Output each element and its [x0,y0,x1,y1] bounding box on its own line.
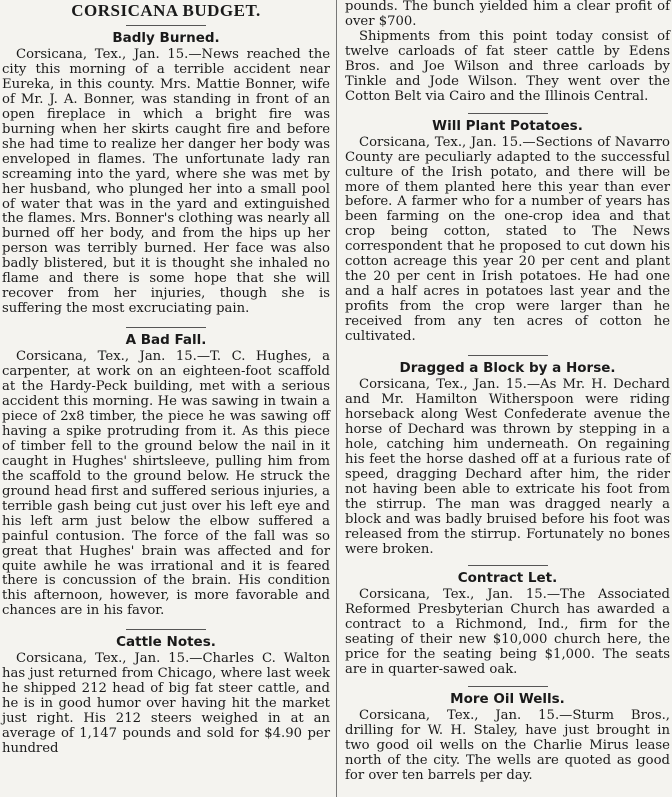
headline: Will Plant Potatoes. [432,117,583,134]
divider [468,355,548,356]
headline: More Oil Wells. [450,691,565,708]
masthead: CORSICANA BUDGET. [71,1,261,20]
story-body: Corsicana, Tex., Jan. 15.—Charles C. Walton has just returned from Chicago, where last week he shipped 212 head of big fat steer cattle, and he is in good humor over having hit the market just right. His 212 steers weighed in at an average of 1,147 pounds and sold for $4.90 per hundred [2,651,330,757]
divider [468,113,548,114]
headline: Contract Let. [457,570,558,587]
headline: Dragged a Block by a Horse. [399,360,616,377]
story-cattle-notes [2,629,330,757]
story-body: Corsicana, Tex., Jan. 15.—News reached the city this morning of a terrible accident near Eureka, in this county. Mrs. Mattie Bonner, wife of Mr. J. A. Bonner, was standing in front of an open fireplace in which a bright fire was burning when her skirts caught fire and before she had time to realize her danger her body was enveloped in flames. The unfortunate lady ran screaming into the yard, where she was met by her husband, who plunged her into a small pool of water that was in the yard and extinguished the flames. Mrs. Bonner's clothing was nearly all burned off her body, and from the hips up her person was terribly burned. Her face was also badly blistered, but it is thought she inhaled no flame and there is some hope that she will recover from her injuries, though she is suffering the most excruciating pain. [2,47,330,317]
headline: Cattle Notes. [116,634,216,651]
story-contract-let [345,565,670,678]
story-body: Corsicana, Tex., Jan. 15.—The Associated Reformed Presbyterian Church has awarded a contract to a Richmond, Ind., firm for the seating of their new $10,000 church here, the price for the seating being $1,000. The seats are in quarter-sawed oak. [345,587,670,678]
story-dragged-a-block [345,355,670,557]
divider [126,629,206,630]
story-body: Corsicana, Tex., Jan. 15.—Sturm Bros., drilling for W. H. Staley, have just brought in two good oil wells on the Charlie Mirus lease north of the city. The wells are quoted as good for over ten barrels per day. [345,708,670,783]
headline: Badly Burned. [112,30,220,46]
right-column [336,0,670,797]
story-body-continued: pounds. The bunch yielded him a clear profit of over $700. [345,0,670,29]
left-column [2,0,336,797]
story-body: Corsicana, Tex., Jan. 15.—T. C. Hughes, a carpenter, at work on an eighteen-foot scaffold at the Hardy-Peck building, met with a serious accident this morning. He was sawing in twain a piece of 2x8 timber, the piece he was sawing off having a spike protruding from it. As this piece of timber fell to the ground below the nail in it caught in Hughes' shirtsleeve, pulling him from the scaffold to the ground below. He struck the ground head first and suffered serious injuries, a terrible gash being cut just over his left eye and his left arm just below the elbow suffered a painful contusion. The force of the fall was so great that Hughes' brain was affected and for quite awhile he was irrational and it is feared there is concussion of the brain. His condition this afternoon, however, is more favorable and chances are in his favor. [2,349,330,619]
story-more-oil-wells [345,686,670,784]
divider [126,327,206,328]
story-will-plant-potatoes [345,113,670,345]
divider [468,565,548,566]
story-body: Corsicana, Tex., Jan. 15.—As Mr. H. Dechard and Mr. Hamilton Witherspoon were riding horseback along West Confederate avenue the horse of Dechard was thrown by stepping in a hole, catching him underneath. On regaining his feet the horse dashed off at a furious rate of speed, dragging Dechard after him, the rider not having been able to extricate his foot from the stirrup. The man was dragged nearly a block and was badly bruised before his foot was released from the stirrup. Fortunately no bones were broken. [345,377,670,557]
divider [468,686,548,687]
story-body: Corsicana, Tex., Jan. 15.—Sections of Navarro County are peculiarly adapted to the successful culture of the Irish potato, and there will be more of them planted here this year than ever before. A farmer who for a number of years has been farming on the one-crop idea and that crop being cotton, stated to The News correspondent that he proposed to cut down his cotton acreage this year 20 per cent and plant the 20 per cent in Irish potatoes. He had one and a half acres in potatoes last year and the profits from the crop were larger than he received from any ten acres of cotton he cultivated. [345,134,670,345]
divider [126,25,206,26]
story-bad-fall [2,327,330,619]
headline: A Bad Fall. [125,332,207,349]
story-body: Shipments from this point today consist of twelve carloads of fat steer cattle by Edens Bros. and Joe Wilson and three carloads by Tinkle and Jode Wilson. They went over the Cotton Belt via Cairo and the Illinois Central. [345,28,670,104]
story-badly-burned [2,25,330,317]
story-cattle-notes-continued [345,0,670,105]
